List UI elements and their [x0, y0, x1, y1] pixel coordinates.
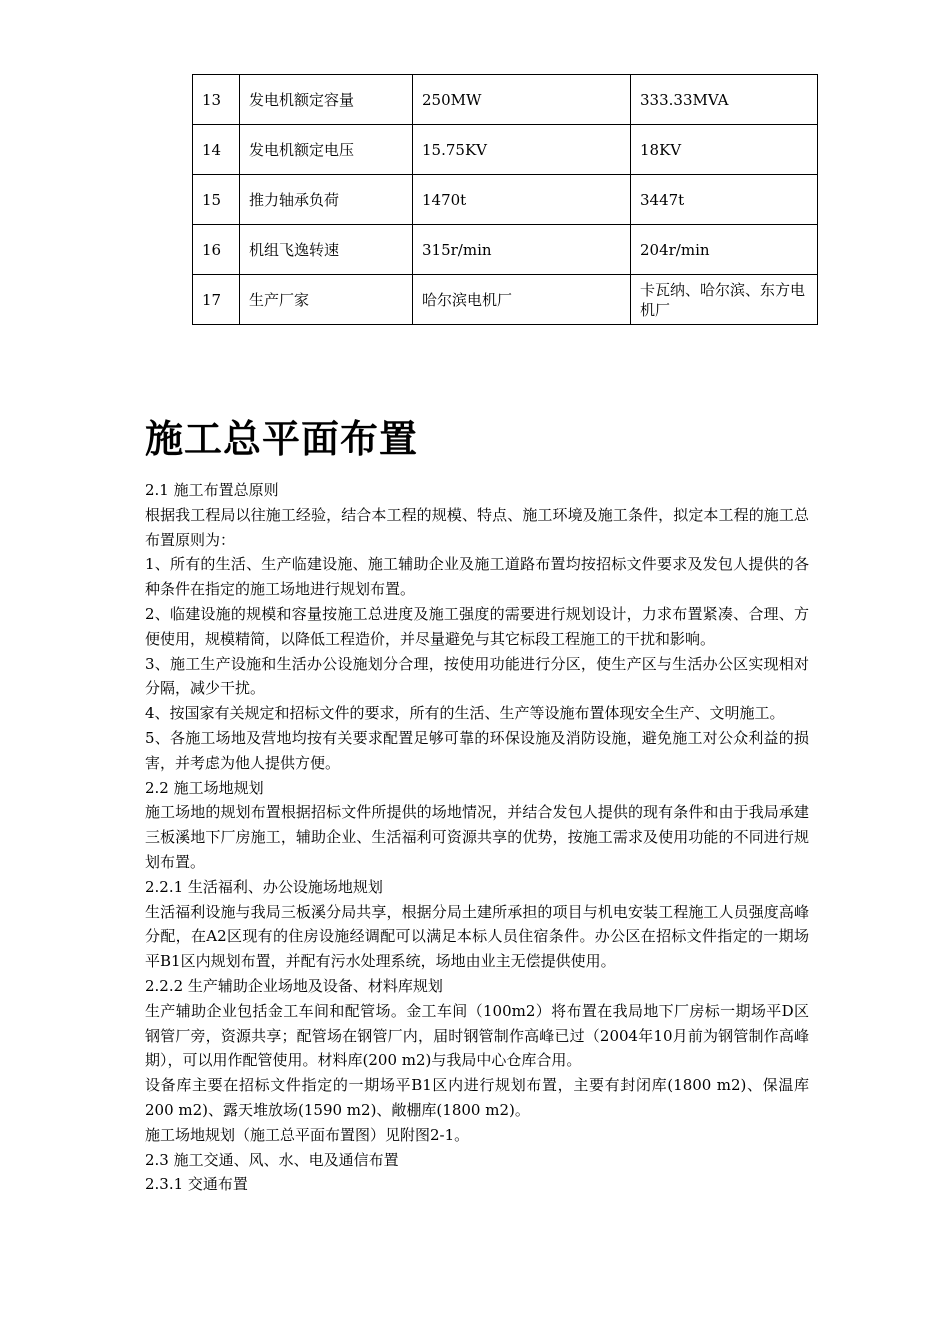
value-a: 15.75KV: [413, 125, 631, 175]
row-number: 16: [193, 225, 240, 275]
paragraph: 生产辅助企业包括金工车间和配管场。金工车间（100m2）将布置在我局地下厂房标一期场平D区钢管厂旁，资源共享；配管场在钢管厂内，届时钢管制作高峰已过（2004年10月前为钢管制作高峰期），可以用作配管使用。材料库(200 m2)与我局中心仓库合用。: [145, 1001, 809, 1070]
item-name: 发电机额定电压: [240, 125, 413, 175]
value-b: 3447t: [631, 175, 818, 225]
subheading-2-2-2: 2.2.2 生产辅助企业场地及设备、材料库规划: [145, 976, 443, 995]
paragraph: 1、所有的生活、生产临建设施、施工辅助企业及施工道路布置均按招标文件要求及发包人提供的各种条件在指定的施工场地进行规划布置。: [145, 555, 809, 599]
body-text: [145, 478, 809, 1197]
paragraph: 根据我工程局以往施工经验，结合本工程的规模、特点、施工环境及施工条件，拟定本工程的施工总布置原则为：: [145, 505, 809, 549]
table-row: [193, 125, 818, 175]
table-row: [193, 225, 818, 275]
item-name: 机组飞逸转速: [240, 225, 413, 275]
subheading-2-2-1: 2.2.1 生活福利、办公设施场地规划: [145, 877, 383, 896]
paragraph: 设备库主要在招标文件指定的一期场平B1区内进行规划布置，主要有封闭库(1800 m2)、保温库200 m2)、露天堆放场(1590 m2)、敞棚库(1800 m2)。: [145, 1076, 809, 1119]
subheading-2-2: 2.2 施工场地规划: [145, 778, 264, 797]
item-name: 生产厂家: [240, 275, 413, 325]
paragraph: 施工场地的规划布置根据招标文件所提供的场地情况，并结合发包人提供的现有条件和由于我局承建三板溪地下厂房施工，辅助企业、生活福利可资源共享的优势，按施工需求及使用功能的不同进行规划布置。: [145, 803, 809, 871]
paragraph: 2、临建设施的规模和容量按施工总进度及施工强度的需要进行规划设计，力求布置紧凑、合理、方便使用，规模精简，以降低工程造价，并尽量避免与其它标段工程施工的干扰和影响。: [145, 604, 809, 648]
row-number: 17: [193, 275, 240, 325]
table-row: [193, 275, 818, 325]
row-number: 14: [193, 125, 240, 175]
table-row: [193, 175, 818, 225]
item-name: 发电机额定容量: [240, 75, 413, 125]
value-b: 卡瓦纳、哈尔滨、东方电机厂: [631, 275, 818, 325]
value-a: 1470t: [413, 175, 631, 225]
paragraph: 5、各施工场地及营地均按有关要求配置足够可靠的环保设施及消防设施，避免施工对公众利益的损害，并考虑为他人提供方便。: [145, 728, 809, 772]
paragraph: 施工场地规划（施工总平面布置图）见附图2-1。: [145, 1125, 470, 1144]
table-row: [193, 75, 818, 125]
subheading-2-3: 2.3 施工交通、风、水、电及通信布置: [145, 1150, 399, 1169]
spec-table: [192, 74, 818, 325]
value-a: 哈尔滨电机厂: [413, 275, 631, 325]
item-name: 推力轴承负荷: [240, 175, 413, 225]
value-b: 333.33MVA: [631, 75, 818, 125]
value-a: 315r/min: [413, 225, 631, 275]
paragraph: 3、施工生产设施和生活办公设施划分合理，按使用功能进行分区，使生产区与生活办公区实现相对分隔，减少干扰。: [145, 654, 809, 698]
row-number: 13: [193, 75, 240, 125]
value-b: 18KV: [631, 125, 818, 175]
paragraph: 4、按国家有关规定和招标文件的要求，所有的生活、生产等设施布置体现安全生产、文明施工。: [145, 704, 785, 723]
value-a: 250MW: [413, 75, 631, 125]
subheading-2-1: 2.1 施工布置总原则: [145, 481, 279, 499]
subheading-2-3-1: 2.3.1 交通布置: [145, 1175, 248, 1194]
paragraph: 生活福利设施与我局三板溪分局共享，根据分局土建所承担的项目与机电安装工程施工人员强度高峰分配，在A2区现有的住房设施经调配可以满足本标人员住宿条件。办公区在招标文件指定的一期场平B1区内规划布置，并配有污水处理系统，场地由业主无偿提供使用。: [145, 902, 809, 971]
value-b: 204r/min: [631, 225, 818, 275]
row-number: 15: [193, 175, 240, 225]
section-heading: 施工总平面布置: [145, 417, 419, 461]
